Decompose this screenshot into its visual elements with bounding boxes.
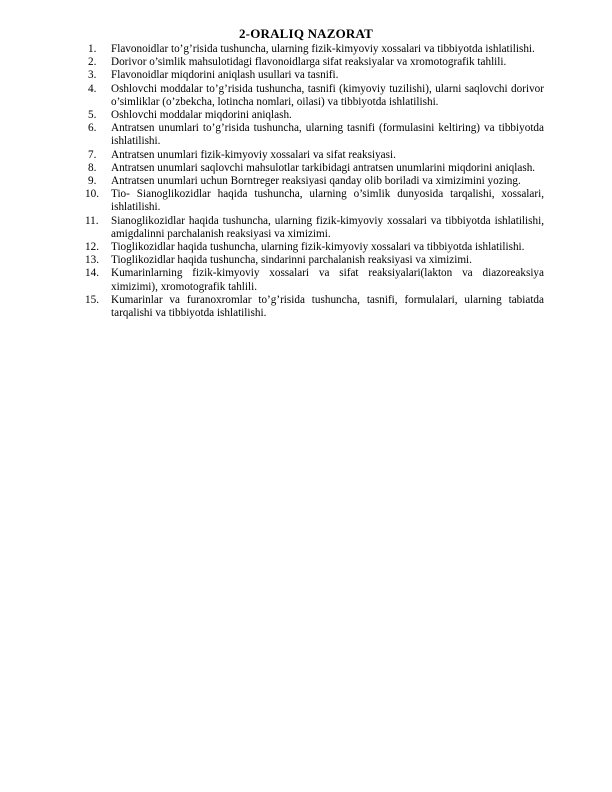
list-item [88,69,544,82]
question-list [85,43,544,320]
item-text: Sianoglikozidlar haqida tushuncha, ularning fizik-kimyoviy xossalari va tibbiyotda ishlatilishi, amigdalinni parchalanish reaksiyasi va ximizimi. [111,214,544,240]
item-number: 12. [85,241,99,254]
list-item [88,175,544,188]
list-item [88,83,544,109]
item-number: 8. [88,161,97,174]
item-text: Oshlovchi moddalar to’g’risida tushuncha, tasnifi (kimyoviy tuzilishi), ularni saqlovchi dorivor o’simliklar (o’zbekcha, lotincha nomlari, oilasi) va tibbiyotda ishlatilishi. [111,82,544,108]
item-number: 7. [88,148,97,161]
item-number: 10. [85,188,99,201]
item-text: Flavonoidlar to’g’risida tushuncha, ularning fizik-kimyoviy xossalari va tibbiyotda ishlatilishi. [111,43,535,55]
item-number: 13. [85,254,99,267]
item-number: 3. [88,69,97,82]
item-number: 15. [85,293,99,306]
list-item [85,267,544,293]
item-text: Flavonoidlar miqdorini aniqlash usullari va tasnifi. [111,69,339,82]
item-number: 1. [88,43,97,55]
item-number: 4. [88,82,97,95]
item-text: Kumarinlarning fizik-kimyoviy xossalari va sifat reaksiyalari(lakton va diazoreaksiya ximizimi), xromotografik tahlili. [111,267,544,293]
item-text: Antratsen unumlari fizik-kimyoviy xossalari va sifat reaksiyasi. [111,148,396,161]
item-text: Oshlovchi moddalar miqdorini aniqlash. [111,109,292,122]
item-number: 2. [88,56,97,69]
item-text: Tioglikozidlar haqida tushuncha, sindarinni parchalanish reaksiyasi va ximizimi. [111,254,472,267]
item-number: 5. [88,109,97,122]
list-item [88,56,544,69]
page-title: 2-ORALIQ NAZORAT [238,26,374,41]
item-text: Antratsen unumlari uchun Borntreger reaksiyasi qanday olib boriladi va ximizimini yozing. [111,175,521,188]
list-item [88,149,544,162]
item-text: Kumarinlar va furanoxromlar to’g’risida tushuncha, tasnifi, formulalari, ularning tabiatda tarqalishi va tibbiyotda ishlatilishi. [111,293,544,320]
item-text: Antratsen unumlari saqlovchi mahsulotlar tarkibidagi antratsen unumlarini miqdorini aniqlash. [111,161,536,174]
list-item [88,122,544,148]
item-text: Tioglikozidlar haqida tushuncha, ularning fizik-kimyoviy xossalari va tibbiyotda ishlatilishi. [111,241,525,254]
item-number: 11. [85,214,99,227]
list-item [88,162,544,175]
item-number: 9. [88,175,97,188]
list-item [88,109,544,122]
list-item [85,254,544,267]
item-number: 14. [85,267,99,280]
item-text: Antratsen unumlari to’g’risida tushuncha, ularning tasnifi (formulasini keltiring) va tibbiyotda ishlatilishi. [111,122,544,148]
list-item [85,293,544,320]
list-item [85,214,544,241]
item-number: 6. [88,122,97,135]
item-text: Dorivor o’simlik mahsulotidagi flavonoidlarga sifat reaksiyalar va xromotografik tahlili. [111,56,507,69]
list-item [88,43,544,56]
list-item [85,188,544,214]
item-text: Tio- Sianoglikozidlar haqida tushuncha, ularning o’simlik dunyosida tarqalishi, xossalari, ishlatilishi. [111,188,544,214]
list-item [85,241,544,254]
